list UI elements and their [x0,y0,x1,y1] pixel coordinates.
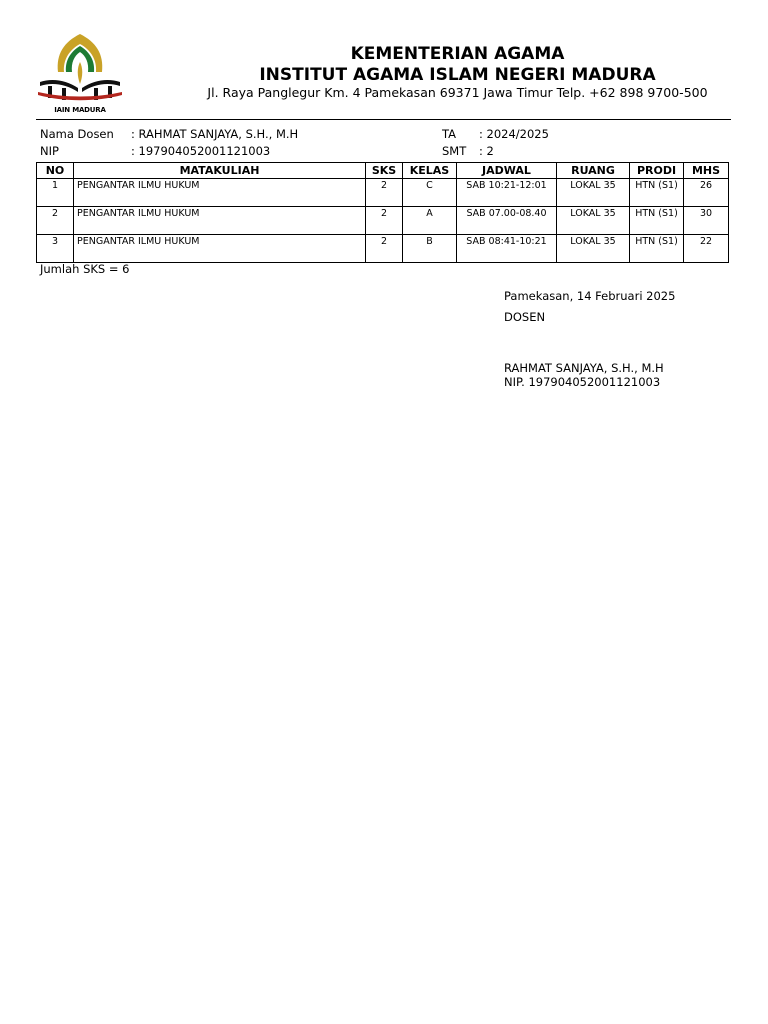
cell-mhs: 26 [684,179,729,207]
cell-matakuliah: PENGANTAR ILMU HUKUM [74,179,366,207]
header-prodi: PRODI [630,163,684,179]
cell-ruang: LOKAL 35 [557,235,630,263]
lecturer-nip-value: : 197904052001121003 [131,144,271,158]
semester-label: SMT [442,144,467,158]
signature-role: DOSEN [504,310,546,324]
institute-title: INSTITUT AGAMA ISLAM NEGERI MADURA [259,65,656,85]
cell-sks: 2 [366,235,403,263]
signature-place-date: Pamekasan, 14 Februari 2025 [504,289,676,303]
logo-wordmark: IAIN MADURA [54,106,106,114]
cell-jadwal: SAB 08:41-10:21 [457,235,557,263]
cell-kelas: C [403,179,457,207]
iain-madura-emblem-icon [34,32,126,106]
header-jadwal: JADWAL [457,163,557,179]
header-matakuliah: MATAKULIAH [74,163,366,179]
header-kelas: KELAS [403,163,457,179]
lecturer-nip-label: NIP [40,144,59,158]
cell-no: 1 [37,179,74,207]
total-sks: Jumlah SKS = 6 [40,262,130,276]
institute-logo [34,32,126,118]
cell-prodi: HTN (S1) [630,179,684,207]
cell-matakuliah: PENGANTAR ILMU HUKUM [74,207,366,235]
header-mhs: MHS [684,163,729,179]
header-divider [36,119,731,120]
table-row [37,179,729,207]
cell-sks: 2 [366,207,403,235]
signature-name: RAHMAT SANJAYA, S.H., M.H [504,361,664,375]
semester-value: : 2 [479,144,494,158]
cell-sks: 2 [366,179,403,207]
header-ruang: RUANG [557,163,630,179]
academic-year-value: : 2024/2025 [479,127,549,141]
cell-no: 3 [37,235,74,263]
institute-address: Jl. Raya Panglegur Km. 4 Pamekasan 69371 Jawa Timur Telp. +62 898 9700-500 [207,85,708,100]
cell-no: 2 [37,207,74,235]
cell-prodi: HTN (S1) [630,235,684,263]
cell-matakuliah: PENGANTAR ILMU HUKUM [74,235,366,263]
teaching-schedule-table [36,162,729,263]
lecturer-name-label: Nama Dosen [40,127,114,141]
table-header-row [37,163,729,179]
ministry-title: KEMENTERIAN AGAMA [350,44,565,64]
signature-nip: NIP. 197904052001121003 [504,375,661,389]
academic-year-label: TA [442,127,456,141]
cell-ruang: LOKAL 35 [557,207,630,235]
cell-kelas: A [403,207,457,235]
cell-jadwal: SAB 07.00-08.40 [457,207,557,235]
lecturer-name-value: : RAHMAT SANJAYA, S.H., M.H [131,127,299,141]
cell-mhs: 30 [684,207,729,235]
cell-mhs: 22 [684,235,729,263]
header-sks: SKS [366,163,403,179]
table-row [37,235,729,263]
cell-jadwal: SAB 10:21-12:01 [457,179,557,207]
cell-prodi: HTN (S1) [630,207,684,235]
cell-ruang: LOKAL 35 [557,179,630,207]
header-no: NO [37,163,74,179]
table-row [37,207,729,235]
cell-kelas: B [403,235,457,263]
